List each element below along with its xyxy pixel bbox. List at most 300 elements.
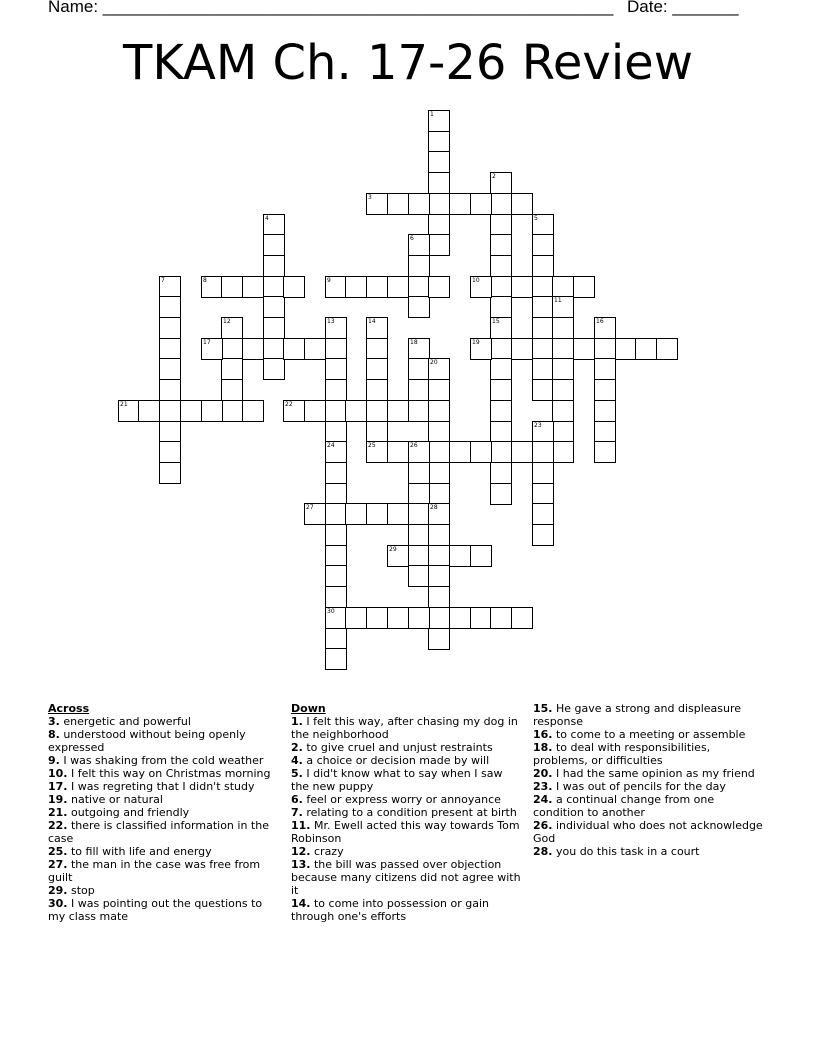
crossword-cell[interactable] <box>490 358 512 380</box>
crossword-cell[interactable] <box>325 358 347 380</box>
clue-item-text: feel or express worry or annoyance <box>302 793 501 806</box>
crossword-cell[interactable] <box>283 400 305 422</box>
crossword-cell[interactable] <box>159 379 181 401</box>
clue-item-text: to give cruel and unjust restraints <box>302 741 493 754</box>
crossword-cell[interactable] <box>470 441 492 463</box>
crossword-cell[interactable] <box>325 462 347 484</box>
crossword-cell[interactable] <box>490 441 512 463</box>
clue-item-text: I felt this way, after chasing my dog in the neighborhood <box>291 715 518 741</box>
clue-item-text: to come to a meeting or assemble <box>552 728 746 741</box>
clue-number: 24 <box>327 442 335 449</box>
crossword-cell[interactable] <box>366 400 388 422</box>
crossword-cell[interactable] <box>387 441 409 463</box>
clue-item <box>291 741 523 754</box>
clue-item-number: 8. <box>48 728 60 741</box>
clue-number: 9 <box>327 277 331 284</box>
crossword-cell[interactable] <box>511 276 533 298</box>
crossword-cell[interactable] <box>263 234 285 256</box>
clue-item-number: 25. <box>48 845 68 858</box>
clue-number: 12 <box>223 318 231 325</box>
clue-number: 18 <box>410 339 418 346</box>
clue-item <box>48 897 280 923</box>
crossword-cell[interactable] <box>552 338 574 360</box>
crossword-cell[interactable] <box>594 441 616 463</box>
crossword-cell[interactable] <box>325 421 347 443</box>
clue-item <box>48 858 280 884</box>
clue-item-text: I had the same opinion as my friend <box>552 767 755 780</box>
crossword-cell[interactable] <box>490 172 512 194</box>
crossword-cell[interactable] <box>552 421 574 443</box>
crossword-cell[interactable] <box>428 586 450 608</box>
crossword-cell[interactable] <box>532 503 554 525</box>
clue-item <box>48 715 280 728</box>
crossword-cell[interactable] <box>532 276 554 298</box>
crossword-cell[interactable] <box>428 565 450 587</box>
crossword-cell[interactable] <box>159 358 181 380</box>
crossword-cell[interactable] <box>428 234 450 256</box>
crossword-cell[interactable] <box>428 193 450 215</box>
clue-item <box>291 754 523 767</box>
clue-item-number: 26. <box>533 819 553 832</box>
clue-item <box>48 767 280 780</box>
crossword-cell[interactable] <box>325 628 347 650</box>
across-clue-list <box>48 715 280 923</box>
crossword-cell[interactable] <box>594 400 616 422</box>
crossword-cell[interactable] <box>428 131 450 153</box>
crossword-cell[interactable] <box>221 400 243 422</box>
crossword-cell[interactable] <box>428 379 450 401</box>
crossword-cell[interactable] <box>428 462 450 484</box>
clue-number: 1 <box>430 111 434 118</box>
crossword-cell[interactable] <box>428 607 450 629</box>
crossword-cell[interactable] <box>325 648 347 670</box>
crossword-cell[interactable] <box>201 400 223 422</box>
crossword-cell[interactable] <box>428 276 450 298</box>
crossword-cell[interactable] <box>138 400 160 422</box>
crossword-cell[interactable] <box>387 545 409 567</box>
crossword-cell[interactable] <box>532 255 554 277</box>
clue-item-number: 14. <box>291 897 311 910</box>
clue-item-number: 7. <box>291 806 303 819</box>
crossword-cell[interactable] <box>594 358 616 380</box>
crossword-cell[interactable] <box>408 276 430 298</box>
crossword-cell[interactable] <box>387 276 409 298</box>
crossword-cell[interactable] <box>511 441 533 463</box>
clue-item <box>533 728 765 741</box>
crossword-cell[interactable] <box>366 358 388 380</box>
crossword-cell[interactable] <box>552 358 574 380</box>
crossword-cell[interactable] <box>594 379 616 401</box>
clue-item-text: the man in the case was free from guilt <box>48 858 261 884</box>
clue-number: 16 <box>596 318 604 325</box>
clue-number: 7 <box>161 277 165 284</box>
crossword-cell[interactable] <box>408 545 430 567</box>
crossword-cell[interactable] <box>159 462 181 484</box>
clue-item-text: I was out of pencils for the day <box>552 780 726 793</box>
clue-number: 8 <box>203 277 207 284</box>
crossword-cell[interactable] <box>221 358 243 380</box>
name-field[interactable]: Name: ______________________________________________________ <box>48 0 614 16</box>
down-heading: Down <box>291 702 326 715</box>
crossword-cell[interactable] <box>366 607 388 629</box>
crossword-cell[interactable] <box>470 276 492 298</box>
crossword-cell[interactable] <box>221 317 243 339</box>
crossword-cell[interactable] <box>366 276 388 298</box>
clue-item-number: 28. <box>533 845 553 858</box>
crossword-cell[interactable] <box>552 317 574 339</box>
crossword-cell[interactable] <box>304 400 326 422</box>
clue-number: 29 <box>389 546 397 553</box>
clue-number: 17 <box>203 339 211 346</box>
crossword-cell[interactable] <box>304 503 326 525</box>
clue-item-text: He gave a strong and displeasure response <box>533 702 742 728</box>
crossword-cell[interactable] <box>408 338 430 360</box>
crossword-cell[interactable] <box>345 276 367 298</box>
crossword-cell[interactable] <box>221 276 243 298</box>
clue-item-text: relating to a condition present at birth <box>302 806 517 819</box>
clue-item-number: 19. <box>48 793 68 806</box>
clue-item-text: you do this task in a court <box>552 845 700 858</box>
crossword-cell[interactable] <box>408 441 430 463</box>
crossword-cell[interactable] <box>366 338 388 360</box>
crossword-cell[interactable] <box>263 317 285 339</box>
crossword-cell[interactable] <box>408 255 430 277</box>
clue-item-text: there is classified information in the case <box>48 819 269 845</box>
crossword-cell[interactable] <box>408 400 430 422</box>
clue-item-number: 30. <box>48 897 68 910</box>
crossword-cell[interactable] <box>325 565 347 587</box>
crossword-cell[interactable] <box>552 296 574 318</box>
crossword-cell[interactable] <box>532 234 554 256</box>
crossword-cell[interactable] <box>490 421 512 443</box>
clue-item <box>48 793 280 806</box>
clue-number: 4 <box>265 215 269 222</box>
crossword-cell[interactable] <box>325 607 347 629</box>
crossword-cell[interactable] <box>408 565 430 587</box>
clue-item <box>48 884 280 897</box>
crossword-cell[interactable] <box>552 379 574 401</box>
crossword-cell[interactable] <box>408 234 430 256</box>
crossword-cell[interactable] <box>159 317 181 339</box>
clue-item-number: 2. <box>291 741 303 754</box>
crossword-cell[interactable] <box>263 276 285 298</box>
clue-item <box>291 845 523 858</box>
clue-number: 6 <box>410 235 414 242</box>
crossword-cell[interactable] <box>552 276 574 298</box>
clue-item-number: 12. <box>291 845 311 858</box>
crossword-cell[interactable] <box>490 462 512 484</box>
crossword-cell[interactable] <box>408 462 430 484</box>
crossword-cell[interactable] <box>615 338 637 360</box>
crossword-cell[interactable] <box>325 503 347 525</box>
clue-number: 26 <box>410 442 418 449</box>
crossword-cell[interactable] <box>656 338 678 360</box>
crossword-cell[interactable] <box>325 317 347 339</box>
clue-item-text: a choice or decision made by will <box>302 754 490 767</box>
clue-item <box>533 845 765 858</box>
crossword-cell[interactable] <box>449 545 471 567</box>
crossword-cell[interactable] <box>159 400 181 422</box>
crossword-cell[interactable] <box>532 379 554 401</box>
crossword-cell[interactable] <box>263 296 285 318</box>
clue-item-number: 17. <box>48 780 68 793</box>
crossword-cell[interactable] <box>532 524 554 546</box>
clue-item-text: a continual change from one condition to another <box>533 793 715 819</box>
clue-item-number: 22. <box>48 819 68 832</box>
crossword-cell[interactable] <box>387 193 409 215</box>
crossword-cell[interactable] <box>470 545 492 567</box>
crossword-cell[interactable] <box>408 296 430 318</box>
crossword-cell[interactable] <box>325 276 347 298</box>
clue-number: 11 <box>554 297 562 304</box>
crossword-cell[interactable] <box>428 358 450 380</box>
down-clues-column <box>291 702 523 923</box>
clue-item-text: I did't know what to say when I saw the new puppy <box>291 767 503 793</box>
crossword-cell[interactable] <box>180 400 202 422</box>
crossword-cell[interactable] <box>449 193 471 215</box>
clue-item <box>533 793 765 819</box>
crossword-cell[interactable] <box>552 441 574 463</box>
crossword-cell[interactable] <box>573 338 595 360</box>
crossword-cell[interactable] <box>490 338 512 360</box>
crossword-cell[interactable] <box>490 276 512 298</box>
crossword-cell[interactable] <box>428 483 450 505</box>
crossword-cell[interactable] <box>263 214 285 236</box>
clue-item <box>291 806 523 819</box>
crossword-cell[interactable] <box>345 607 367 629</box>
crossword-cell[interactable] <box>428 545 450 567</box>
clue-item <box>48 728 280 754</box>
crossword-cell[interactable] <box>283 276 305 298</box>
clue-number: 27 <box>306 504 314 511</box>
crossword-cell[interactable] <box>325 586 347 608</box>
crossword-cell[interactable] <box>201 338 223 360</box>
crossword-cell[interactable] <box>325 483 347 505</box>
crossword-cell[interactable] <box>159 441 181 463</box>
crossword-cell[interactable] <box>118 400 140 422</box>
crossword-cell[interactable] <box>366 379 388 401</box>
clue-item-text: I was shaking from the cold weather <box>59 754 264 767</box>
crossword-cell[interactable] <box>470 193 492 215</box>
clue-item-number: 11. <box>291 819 311 832</box>
crossword-cell[interactable] <box>325 338 347 360</box>
crossword-cell[interactable] <box>242 400 264 422</box>
crossword-cell[interactable] <box>428 172 450 194</box>
crossword-cell[interactable] <box>532 358 554 380</box>
clue-item-number: 6. <box>291 793 303 806</box>
clue-item-number: 3. <box>48 715 60 728</box>
crossword-cell[interactable] <box>428 110 450 132</box>
crossword-cell[interactable] <box>387 503 409 525</box>
crossword-cell[interactable] <box>490 234 512 256</box>
crossword-cell[interactable] <box>366 421 388 443</box>
crossword-cell[interactable] <box>159 421 181 443</box>
crossword-cell[interactable] <box>449 607 471 629</box>
crossword-cell[interactable] <box>470 338 492 360</box>
crossword-cell[interactable] <box>408 483 430 505</box>
clue-item <box>48 845 280 858</box>
clue-item-text: understood without being openly expressed <box>48 728 246 754</box>
crossword-cell[interactable] <box>490 607 512 629</box>
clue-number: 13 <box>327 318 335 325</box>
crossword-cell[interactable] <box>490 255 512 277</box>
crossword-cell[interactable] <box>635 338 657 360</box>
crossword-cell[interactable] <box>366 441 388 463</box>
crossword-cell[interactable] <box>490 379 512 401</box>
crossword-cell[interactable] <box>283 338 305 360</box>
crossword-cell[interactable] <box>428 421 450 443</box>
clue-item-text: the bill was passed over objection because many citizens did not agree with it <box>291 858 521 897</box>
crossword-cell[interactable] <box>221 338 243 360</box>
crossword-cell[interactable] <box>159 276 181 298</box>
clue-item-number: 21. <box>48 806 68 819</box>
crossword-cell[interactable] <box>408 358 430 380</box>
clue-item-number: 5. <box>291 767 303 780</box>
clue-number: 21 <box>120 401 128 408</box>
clue-item-text: I was regreting that I didn't study <box>67 780 255 793</box>
crossword-cell[interactable] <box>221 379 243 401</box>
crossword-cell[interactable] <box>387 400 409 422</box>
crossword-cell[interactable] <box>366 193 388 215</box>
clue-item-text: to come into possession or gain through one's efforts <box>291 897 490 923</box>
crossword-cell[interactable] <box>428 441 450 463</box>
crossword-cell[interactable] <box>325 400 347 422</box>
crossword-cell[interactable] <box>159 338 181 360</box>
crossword-cell[interactable] <box>490 214 512 236</box>
clue-item <box>48 754 280 767</box>
crossword-cell[interactable] <box>159 296 181 318</box>
clue-number: 20 <box>430 359 438 366</box>
clue-item <box>533 780 765 793</box>
crossword-cell[interactable] <box>408 193 430 215</box>
crossword-cell[interactable] <box>387 607 409 629</box>
crossword-cell[interactable] <box>408 607 430 629</box>
crossword-cell[interactable] <box>408 503 430 525</box>
crossword-cell[interactable] <box>366 317 388 339</box>
crossword-cell[interactable] <box>428 214 450 236</box>
crossword-cell[interactable] <box>594 317 616 339</box>
crossword-cell[interactable] <box>263 255 285 277</box>
clue-item-text: to fill with life and energy <box>67 845 212 858</box>
clue-item <box>291 819 523 845</box>
crossword-cell[interactable] <box>325 545 347 567</box>
clue-item-number: 20. <box>533 767 553 780</box>
crossword-cell[interactable] <box>532 462 554 484</box>
crossword-cell[interactable] <box>594 421 616 443</box>
clue-item-text: stop <box>67 884 95 897</box>
crossword-cell[interactable] <box>263 358 285 380</box>
crossword-cell[interactable] <box>428 400 450 422</box>
crossword-cell[interactable] <box>490 400 512 422</box>
crossword-cell[interactable] <box>304 338 326 360</box>
clue-item <box>48 780 280 793</box>
clue-number: 30 <box>327 608 335 615</box>
clue-number: 23 <box>534 422 542 429</box>
crossword-cell[interactable] <box>490 317 512 339</box>
crossword-cell[interactable] <box>573 276 595 298</box>
clue-lists <box>48 702 778 962</box>
crossword-cell[interactable] <box>490 296 512 318</box>
crossword-cell[interactable] <box>428 524 450 546</box>
crossword-cell[interactable] <box>511 338 533 360</box>
crossword-cell[interactable] <box>594 338 616 360</box>
crossword-cell[interactable] <box>428 628 450 650</box>
clue-item <box>533 741 765 767</box>
page-title: TKAM Ch. 17-26 Review <box>123 35 693 91</box>
crossword-cell[interactable] <box>408 524 430 546</box>
crossword-cell[interactable] <box>325 524 347 546</box>
crossword-cell[interactable] <box>532 296 554 318</box>
clue-number: 15 <box>492 318 500 325</box>
clue-item <box>533 702 765 728</box>
crossword-cell[interactable] <box>428 503 450 525</box>
crossword-cell[interactable] <box>552 400 574 422</box>
date-field[interactable]: Date: _______ <box>627 0 739 16</box>
clue-item <box>533 767 765 780</box>
clue-number: 5 <box>534 215 538 222</box>
clue-number: 19 <box>472 339 480 346</box>
clue-item <box>533 819 765 845</box>
crossword-cell[interactable] <box>201 276 223 298</box>
clue-number: 3 <box>368 194 372 201</box>
clue-item-text: energetic and powerful <box>59 715 191 728</box>
crossword-cell[interactable] <box>532 338 554 360</box>
clue-number: 28 <box>430 504 438 511</box>
clue-item-number: 24. <box>533 793 553 806</box>
crossword-cell[interactable] <box>366 503 388 525</box>
clue-item <box>291 897 523 923</box>
crossword-cell[interactable] <box>532 421 554 443</box>
crossword-cell[interactable] <box>242 276 264 298</box>
clue-item <box>291 858 523 897</box>
clue-number: 25 <box>368 442 376 449</box>
crossword-cell[interactable] <box>408 379 430 401</box>
crossword-cell[interactable] <box>532 483 554 505</box>
clue-item <box>291 793 523 806</box>
crossword-cell[interactable] <box>325 441 347 463</box>
clue-item-text: to deal with responsibilities, problems, or difficulties <box>533 741 711 767</box>
crossword-cell[interactable] <box>511 193 533 215</box>
crossword-cell[interactable] <box>532 214 554 236</box>
clue-item-number: 4. <box>291 754 303 767</box>
crossword-cell[interactable] <box>490 483 512 505</box>
crossword-cell[interactable] <box>532 441 554 463</box>
clue-item-number: 16. <box>533 728 553 741</box>
crossword-cell[interactable] <box>345 503 367 525</box>
crossword-cell[interactable] <box>532 317 554 339</box>
crossword-cell[interactable] <box>242 338 264 360</box>
clue-item <box>48 806 280 819</box>
clue-item-text: I was pointing out the questions to my class mate <box>48 897 263 923</box>
crossword-cell[interactable] <box>325 379 347 401</box>
down-clue-list-continued <box>533 702 765 858</box>
crossword-cell[interactable] <box>428 151 450 173</box>
crossword-cell[interactable] <box>511 607 533 629</box>
clue-number: 2 <box>492 173 496 180</box>
down-clues-column-continued <box>533 702 765 858</box>
down-clue-list <box>291 715 523 923</box>
crossword-cell[interactable] <box>490 193 512 215</box>
clue-item-text: native or natural <box>67 793 163 806</box>
crossword-cell[interactable] <box>345 400 367 422</box>
clue-item-text: individual who does not acknowledge God <box>533 819 763 845</box>
clue-item-number: 23. <box>533 780 553 793</box>
clue-item <box>291 715 523 741</box>
crossword-cell[interactable] <box>263 338 285 360</box>
crossword-cell[interactable] <box>449 441 471 463</box>
crossword-cell[interactable] <box>470 607 492 629</box>
clue-item-number: 29. <box>48 884 68 897</box>
